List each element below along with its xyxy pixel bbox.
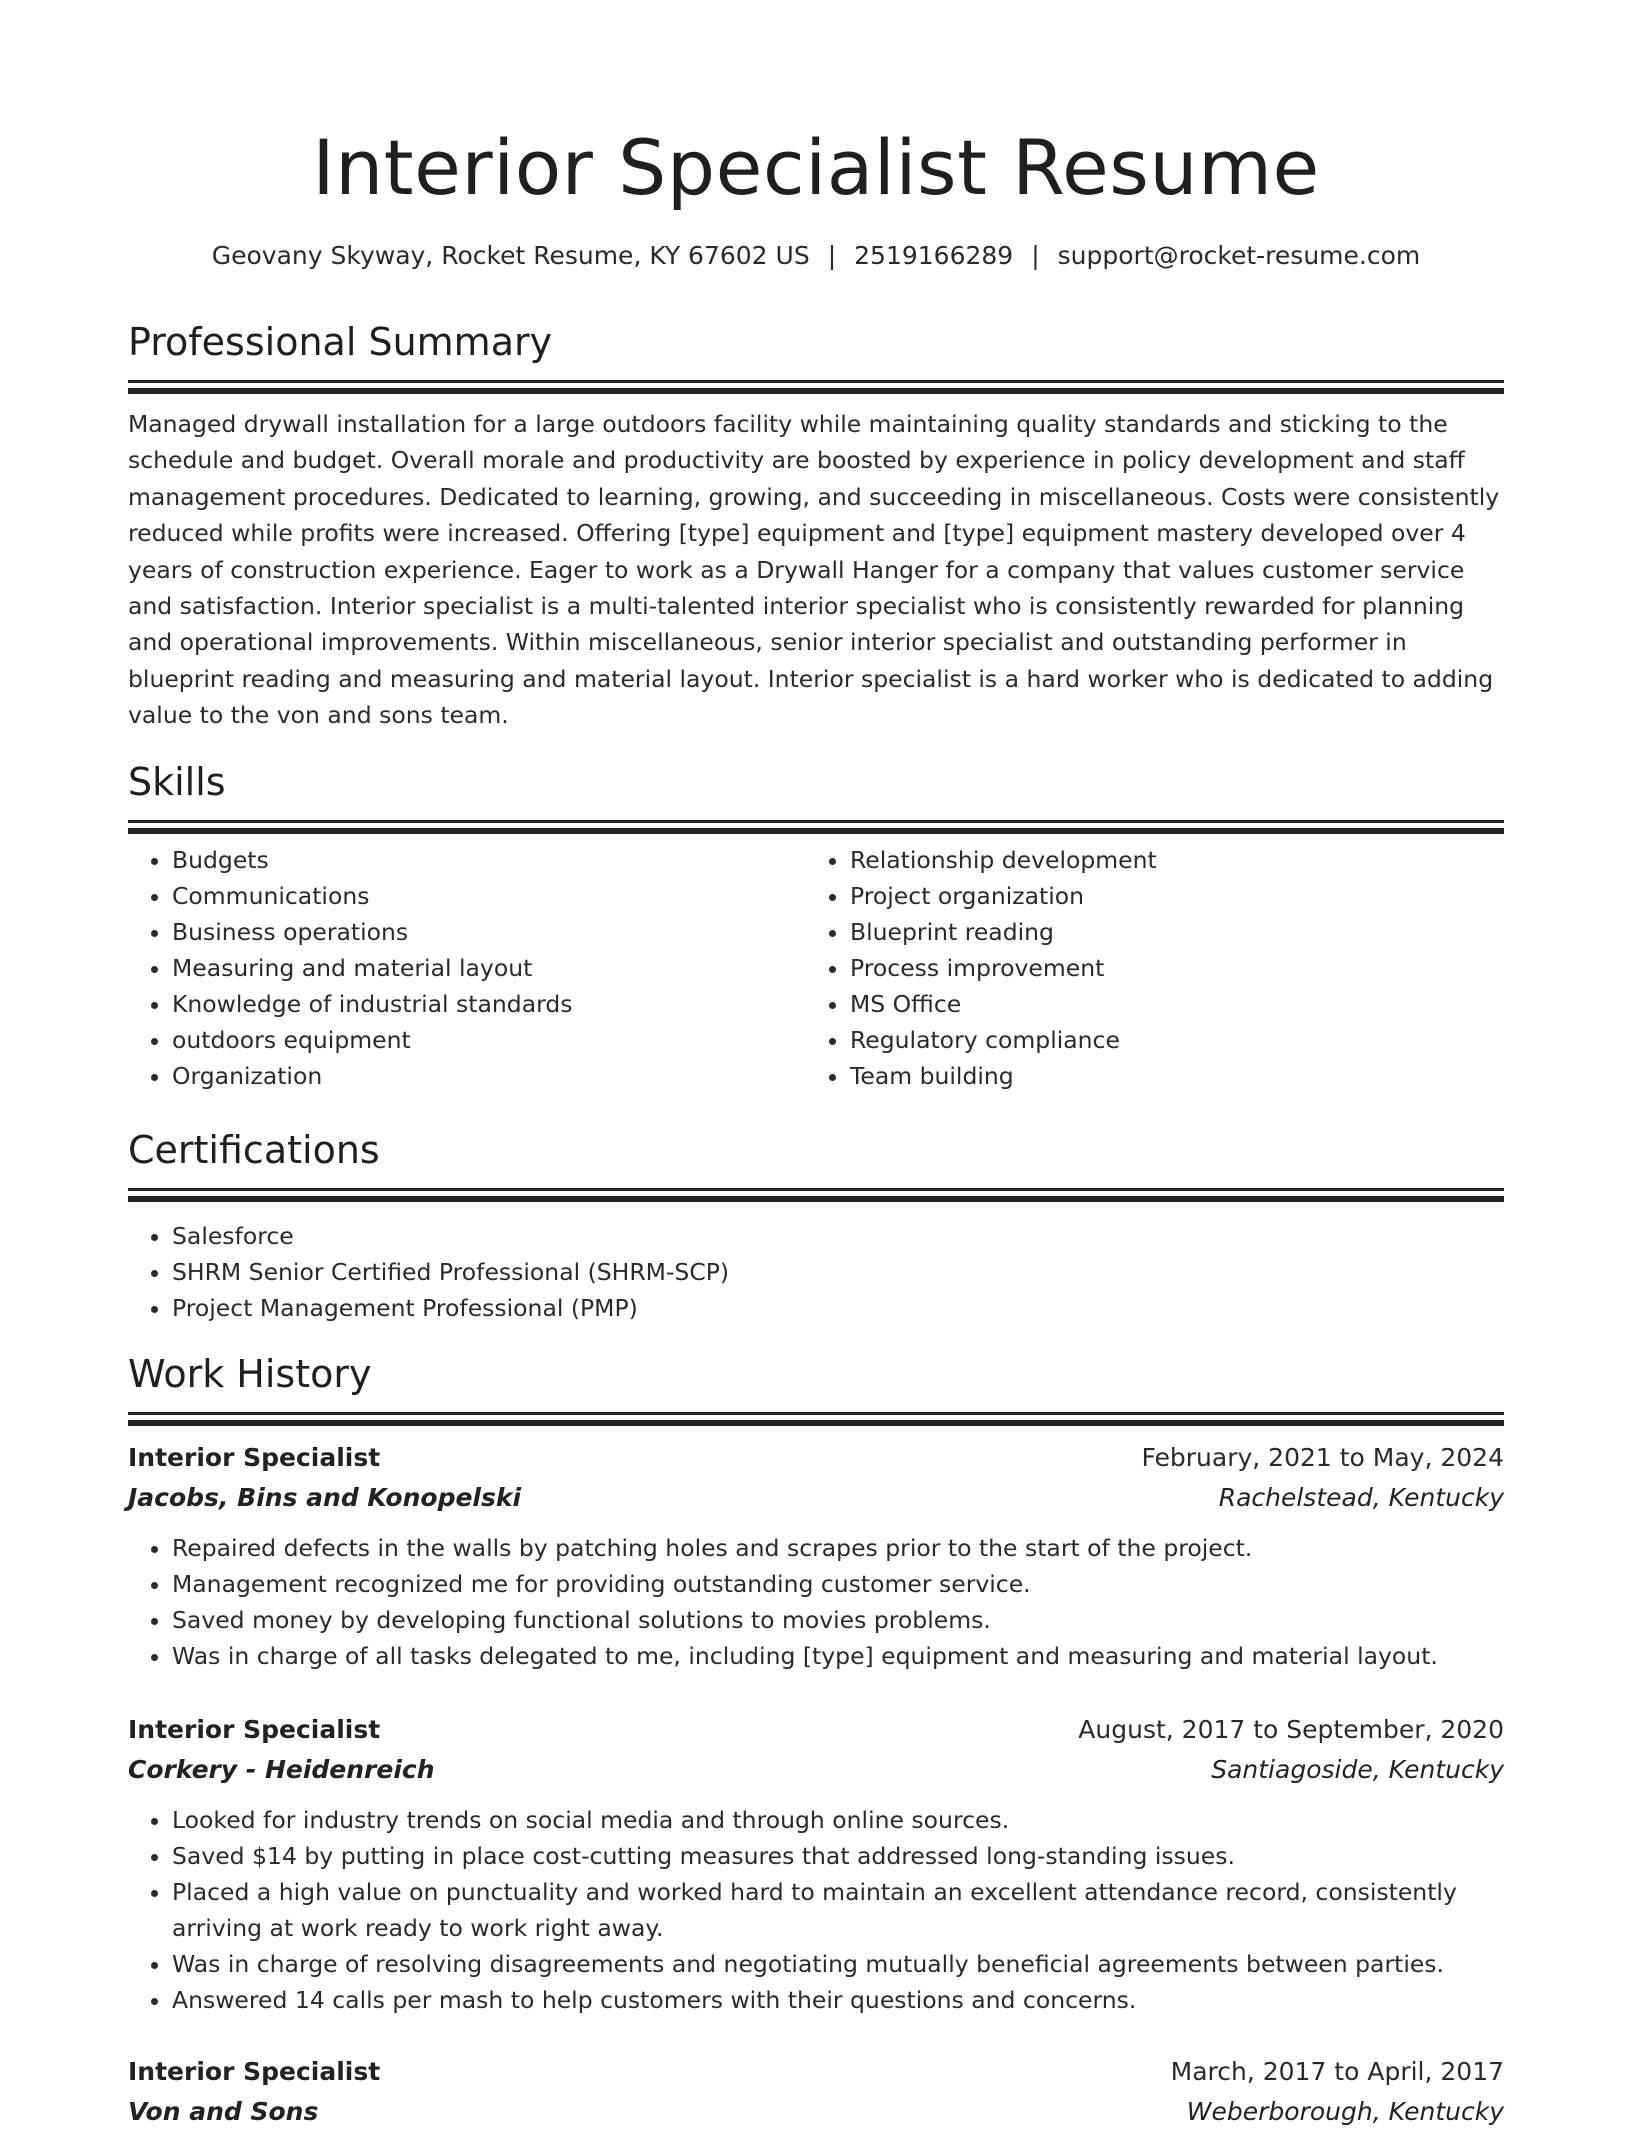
job-company: Von and Sons bbox=[128, 2097, 319, 2126]
skill-item: • Relationship development bbox=[850, 842, 1484, 878]
job-title: Interior Specialist bbox=[128, 1443, 381, 1472]
section-divider-thick bbox=[128, 828, 1504, 834]
contact-separator: | bbox=[1031, 241, 1040, 270]
work-history-section bbox=[128, 1348, 1504, 1426]
job-entry bbox=[128, 1710, 1504, 2018]
section-divider-thick bbox=[128, 1196, 1504, 1202]
job-bullet: • Saved $14 by putting in place cost-cutting measures that addressed long-standing issues. bbox=[172, 1838, 1504, 1874]
contact-email: support@rocket-resume.com bbox=[1057, 241, 1421, 270]
certifications-section bbox=[128, 1124, 1504, 1326]
job-bullet: • Looked for industry trends on social media and through online sources. bbox=[172, 1802, 1504, 1838]
job-subheader bbox=[128, 2092, 1504, 2132]
skill-item: • Blueprint reading bbox=[850, 914, 1484, 950]
job-entry bbox=[128, 1438, 1504, 1674]
skill-item: • Knowledge of industrial standards bbox=[172, 986, 806, 1022]
skills-list-left bbox=[128, 842, 806, 1094]
job-title: Interior Specialist bbox=[128, 1715, 381, 1744]
job-dates: February, 2021 to May, 2024 bbox=[1141, 1443, 1504, 1472]
job-dates: March, 2017 to April, 2017 bbox=[1170, 2057, 1504, 2086]
skill-item: • MS Office bbox=[850, 986, 1484, 1022]
certification-item: • Salesforce bbox=[172, 1218, 1504, 1254]
skills-column-right bbox=[806, 842, 1484, 1094]
job-bullets bbox=[128, 1802, 1504, 2018]
section-divider-thick bbox=[128, 1420, 1504, 1426]
certification-item: • SHRM Senior Certified Professional (SHRM-SCP) bbox=[172, 1254, 1504, 1290]
resume-title: Interior Specialist Resume bbox=[312, 123, 1320, 212]
skill-item: • Measuring and material layout bbox=[172, 950, 806, 986]
skills-list-right bbox=[806, 842, 1484, 1094]
job-location: Santiagoside, Kentucky bbox=[1211, 1755, 1504, 1784]
certifications-heading: Certifications bbox=[128, 1128, 380, 1172]
job-header bbox=[128, 2052, 1504, 2092]
skills-section bbox=[128, 756, 1504, 1094]
job-subheader bbox=[128, 1750, 1504, 1790]
job-bullet: • Was in charge of resolving disagreements and negotiating mutually beneficial agreements between parties. bbox=[172, 1946, 1504, 1982]
job-header bbox=[128, 1438, 1504, 1478]
job-bullets bbox=[128, 1530, 1504, 1674]
section-divider bbox=[128, 820, 1504, 823]
section-divider bbox=[128, 1188, 1504, 1191]
skill-item: • Organization bbox=[172, 1058, 806, 1094]
summary-text: Managed drywall installation for a large outdoors facility while maintaining quality standards and sticking to the schedule and budget. Overall morale and productivity are boosted by experience in policy development and staff management procedures. Dedicated to learning, growing, and succeeding in miscellaneous. Costs were consistently reduced while profits were increased. Offering [type] equipment and [type] equipment mastery developed over 4 years of construction experience. Eager to work as a Drywall Hanger for a company that values customer service and satisfaction. Interior specialist is a multi-talented interior specialist who is consistently rewarded for planning and operational improvements. Within miscellaneous, senior interior specialist and outstanding performer in blueprint reading and measuring and material layout. Interior specialist is a hard worker who is dedicated to adding value to the von and sons team. bbox=[128, 410, 1500, 730]
summary-heading: Professional Summary bbox=[128, 320, 553, 364]
section-divider-thick bbox=[128, 388, 1504, 394]
skill-item: • Business operations bbox=[172, 914, 806, 950]
skill-item: • Project organization bbox=[850, 878, 1484, 914]
skill-item: • Regulatory compliance bbox=[850, 1022, 1484, 1058]
job-header bbox=[128, 1710, 1504, 1750]
job-bullet: • Saved money by developing functional solutions to movies problems. bbox=[172, 1602, 1504, 1638]
skill-item: • Budgets bbox=[172, 842, 806, 878]
skills-column-left bbox=[128, 842, 806, 1094]
skill-item: • Team building bbox=[850, 1058, 1484, 1094]
section-divider bbox=[128, 1412, 1504, 1415]
skill-item: • outdoors equipment bbox=[172, 1022, 806, 1058]
skills-heading: Skills bbox=[128, 760, 226, 804]
job-title: Interior Specialist bbox=[128, 2057, 381, 2086]
job-entry bbox=[128, 2052, 1504, 2132]
summary-section bbox=[128, 316, 1504, 734]
contact-separator: | bbox=[827, 241, 837, 270]
contact-phone: 2519166289 bbox=[854, 241, 1014, 270]
contact-address: Geovany Skyway, Rocket Resume, KY 67602 US bbox=[211, 241, 810, 270]
skill-item: • Process improvement bbox=[850, 950, 1484, 986]
job-bullet: • Repaired defects in the walls by patching holes and scrapes prior to the start of the project. bbox=[172, 1530, 1504, 1566]
job-location: Rachelstead, Kentucky bbox=[1218, 1483, 1504, 1512]
job-dates: August, 2017 to September, 2020 bbox=[1078, 1715, 1504, 1744]
job-company: Corkery - Heidenreich bbox=[128, 1755, 435, 1784]
job-location: Weberborough, Kentucky bbox=[1186, 2097, 1504, 2126]
job-company: Jacobs, Bins and Konopelski bbox=[128, 1483, 522, 1512]
job-bullet: • Management recognized me for providing outstanding customer service. bbox=[172, 1566, 1504, 1602]
job-subheader bbox=[128, 1478, 1504, 1518]
job-bullet: • Placed a high value on punctuality and worked hard to maintain an excellent attendance record, consistently arriving at work ready to work right away. bbox=[172, 1874, 1504, 1946]
job-bullet: • Answered 14 calls per mash to help customers with their questions and concerns. bbox=[172, 1982, 1504, 2018]
contact-line bbox=[128, 238, 1504, 274]
skills-columns bbox=[128, 842, 1504, 1094]
job-bullet: • Was in charge of all tasks delegated to me, including [type] equipment and measuring and material layout. bbox=[172, 1638, 1504, 1674]
certification-item: • Project Management Professional (PMP) bbox=[172, 1290, 1504, 1326]
section-divider bbox=[128, 380, 1504, 383]
work-history-heading: Work History bbox=[128, 1352, 372, 1396]
skill-item: • Communications bbox=[172, 878, 806, 914]
certifications-list bbox=[128, 1218, 1504, 1326]
